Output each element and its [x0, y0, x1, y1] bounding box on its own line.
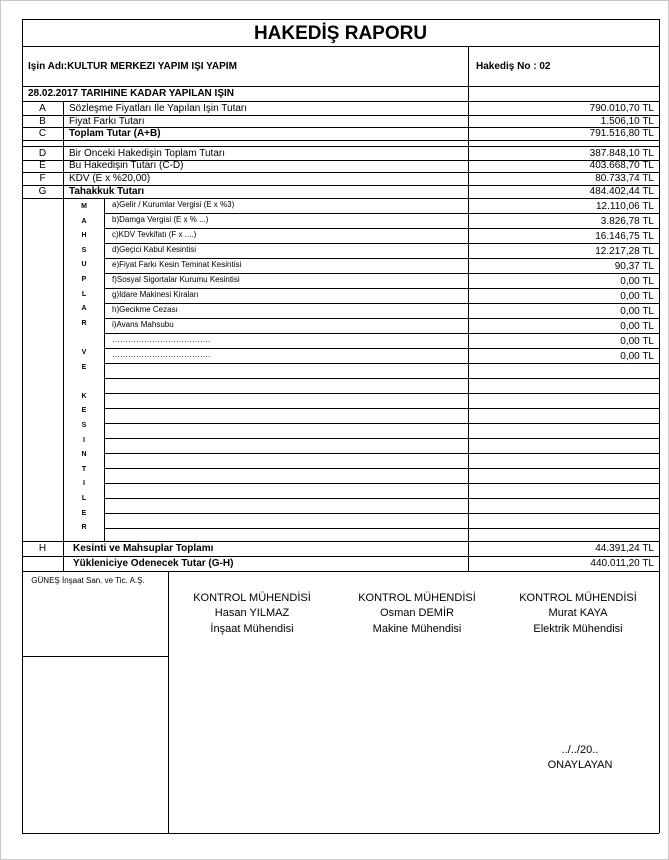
row-code: C: [38, 128, 47, 139]
signatory-role: KONTROL MÜHENDİSİ: [358, 592, 476, 604]
vertical-label-char: H: [81, 232, 87, 240]
deduction-row-divider: [104, 318, 659, 319]
deduction-label: ……………………………….: [112, 350, 211, 359]
job-name: Işin Adı:KULTUR MERKEZI YAPIM IŞI YAPIM: [28, 61, 237, 72]
deduction-row-divider: [104, 393, 659, 394]
deduction-row-divider: [104, 228, 659, 229]
deduction-row-divider: [104, 468, 659, 469]
signatory-3: [508, 590, 648, 637]
row-amount: 1.506,10 TL: [600, 116, 654, 127]
vertical-label-char: E: [81, 407, 87, 415]
deduction-row-divider: [104, 408, 659, 409]
deduction-row-divider: [104, 513, 659, 514]
row-label: Toplam Tutar (A+B): [69, 128, 161, 139]
approval-label: ONAYLAYAN: [547, 759, 613, 771]
deduction-label: c)KDV Tevkifatı (F x ....): [112, 230, 197, 239]
vertical-label-char: K: [81, 392, 87, 400]
row-code: A: [39, 103, 46, 114]
deduction-amount: 12.110,06 TL: [595, 201, 654, 212]
row-amount: 387.848,10 TL: [589, 148, 654, 159]
divider: [22, 198, 659, 199]
table-top-border: [22, 19, 659, 20]
vertical-label-char: L: [81, 495, 87, 502]
signatory-2: [347, 590, 487, 637]
row-label: KDV (E x %20,00): [69, 173, 151, 184]
signatory-name: Hasan YILMAZ: [214, 607, 290, 619]
deduction-row-divider: [104, 498, 659, 499]
hakedis-no: Hakediş No : 02: [476, 61, 551, 72]
deduction-label: ……………………………….: [112, 335, 211, 344]
deduction-row-divider: [104, 528, 659, 529]
vertical-label-char: S: [81, 422, 87, 429]
row-amount: 790.010,70 TL: [589, 103, 654, 114]
vertical-label-char: S: [81, 246, 87, 254]
deduction-label: f)Sosyal Sigortalar Kurumu Kesintisi: [112, 275, 240, 284]
report-title: HAKEDİŞ RAPORU: [253, 23, 428, 44]
contractor-name: GÜNEŞ İnşaat San. ve Tic. A.Ş.: [31, 576, 145, 585]
row-code: B: [39, 116, 46, 127]
vertical-label-char: R: [81, 524, 87, 532]
deduction-label: a)Gelir / Kurumlar Vergisi (E x %3): [112, 200, 235, 209]
deduction-amount: 0,00 TL: [620, 276, 654, 287]
signatory-name: Murat KAYA: [548, 607, 608, 619]
deduction-row-divider: [104, 333, 659, 334]
divider: [104, 198, 105, 541]
row-label: Bu Hakedişin Tutarı (C-D): [69, 160, 184, 171]
deduction-row-divider: [104, 453, 659, 454]
row-code: H: [38, 543, 47, 554]
divider: [22, 541, 659, 542]
row-amount: 484.402,44 TL: [589, 186, 654, 197]
deduction-row-divider: [104, 273, 659, 274]
row-amount: 440.011,20 TL: [590, 558, 654, 569]
deduction-row-divider: [104, 438, 659, 439]
signatory-role: KONTROL MÜHENDİSİ: [193, 592, 311, 604]
row-label: Sözleşme Fiyatları Ile Yapılan Işin Tutarı: [69, 103, 248, 114]
deduction-amount: 0,00 TL: [620, 336, 654, 347]
vertical-label-char: N: [81, 451, 87, 459]
deduction-amount: 0,00 TL: [620, 306, 654, 317]
deduction-amount: 0,00 TL: [620, 321, 654, 332]
vertical-label-char: U: [81, 261, 87, 269]
row-label: Tahakkuk Tutarı: [69, 186, 145, 197]
signatory-title: İnşaat Mühendisi: [210, 623, 294, 635]
signatory-title: Makine Mühendisi: [372, 623, 462, 635]
deduction-row-divider: [104, 423, 659, 424]
row-label: Bir Onceki Hakedişin Toplam Tutarı: [69, 148, 225, 159]
signatory-1: [182, 590, 322, 637]
divider: [22, 140, 659, 141]
deduction-amount: 0,00 TL: [620, 291, 654, 302]
table-right-border: [659, 19, 660, 833]
deduction-amount: 0,00 TL: [620, 351, 654, 362]
deduction-row-divider: [104, 213, 659, 214]
divider: [22, 656, 168, 657]
signatory-name: Osman DEMİR: [380, 607, 454, 619]
deduction-row-divider: [104, 243, 659, 244]
table-bottom-border: [22, 833, 659, 834]
signatory-title: Elektrik Mühendisi: [533, 623, 623, 635]
deduction-amount: 90,37 TL: [614, 261, 654, 272]
deduction-row-divider: [104, 348, 659, 349]
deduction-row-divider: [104, 258, 659, 259]
divider: [22, 46, 659, 47]
divider: [168, 571, 169, 833]
row-label: Yükleniciye Odenecek Tutar (G-H): [73, 558, 234, 569]
vertical-label-char: P: [81, 276, 87, 283]
deduction-label: d)Geçici Kabul Kesintisi: [112, 245, 197, 254]
divider: [22, 101, 659, 102]
row-label: Fiyat Farkı Tutarı: [69, 116, 145, 127]
deduction-amount: 12.217,28 TL: [595, 246, 654, 257]
deduction-amount: 16.146,75 TL: [595, 231, 654, 242]
vertical-label-char: L: [81, 290, 87, 298]
date-line: 28.02.2017 TARIHINE KADAR YAPILAN IŞIN: [28, 88, 234, 99]
row-amount: 80.733,74 TL: [595, 173, 654, 184]
divider: [22, 146, 659, 147]
row-code: D: [38, 148, 47, 159]
vertical-label-char: A: [81, 217, 87, 225]
deduction-label: g)Idare Makinesi Kiraları: [112, 290, 199, 299]
vertical-label-char: V: [81, 349, 87, 356]
row-code: G: [38, 186, 47, 197]
deduction-label: b)Damga Vergisi (E x % ...): [112, 215, 209, 224]
vertical-label-char: E: [81, 363, 87, 371]
deduction-amount: 3.826,78 TL: [600, 216, 654, 227]
row-amount: 44.391,24 TL: [595, 543, 654, 554]
table-left-border: [22, 19, 23, 833]
signatory-role: KONTROL MÜHENDİSİ: [519, 592, 637, 604]
deduction-label: h)Gecikme Cezası: [112, 305, 178, 314]
row-amount: 791.516,80 TL: [589, 128, 654, 139]
row-label: Kesinti ve Mahsuplar Toplamı: [73, 543, 214, 554]
divider: [22, 556, 659, 557]
row-code: E: [39, 160, 46, 171]
vertical-label-char: M: [81, 203, 87, 210]
vertical-label-char: R: [81, 319, 87, 327]
deduction-row-divider: [104, 378, 659, 379]
vertical-label-char: A: [81, 305, 87, 313]
divider: [22, 571, 659, 572]
row-code: F: [39, 173, 46, 184]
row-amount: 403.668,70 TL: [589, 160, 654, 171]
divider: [468, 46, 469, 86]
approval-date: ../../20..: [561, 744, 599, 756]
vertical-label-char: I: [83, 480, 85, 488]
deduction-row-divider: [104, 363, 659, 364]
vertical-label-char: E: [81, 509, 87, 517]
deduction-label: e)Fiyat Farkı Kesin Teminat Kesintisi: [112, 260, 242, 269]
vertical-label-char: I: [83, 436, 85, 444]
deduction-row-divider: [104, 288, 659, 289]
deduction-row-divider: [104, 483, 659, 484]
divider: [22, 86, 659, 87]
vertical-label-char: T: [81, 465, 87, 473]
deduction-label: i)Avans Mahsubu: [112, 320, 174, 329]
deduction-row-divider: [104, 303, 659, 304]
